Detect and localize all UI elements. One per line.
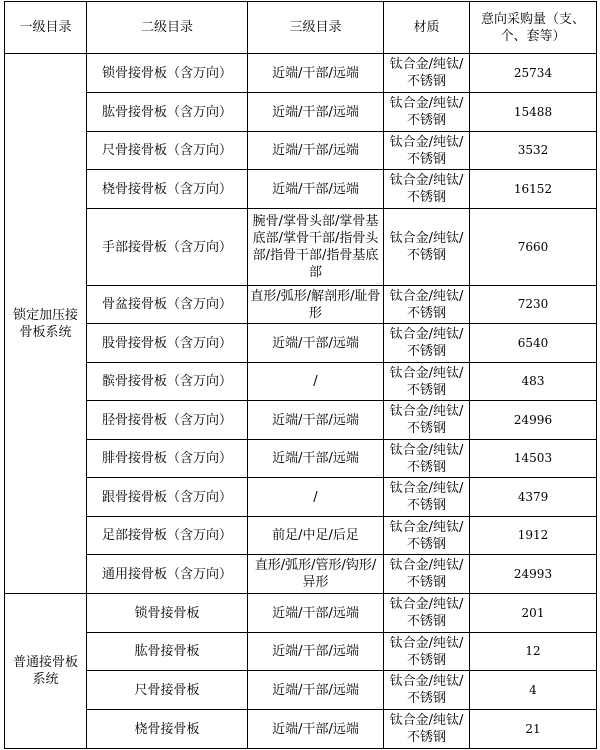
material-cell: 钛合金/纯钛/不锈钢 bbox=[384, 93, 470, 132]
level3-section: / bbox=[248, 363, 384, 401]
level2-item: 尺骨接骨板 bbox=[87, 671, 248, 710]
header-row bbox=[5, 2, 597, 54]
material-cell: 钛合金/纯钛/不锈钢 bbox=[384, 555, 470, 594]
table-row bbox=[5, 517, 597, 555]
header-level1: 一级目录 bbox=[5, 2, 87, 54]
level2-item: 桡骨接骨板 bbox=[87, 710, 248, 749]
level3-section: 近端/干部/远端 bbox=[248, 54, 384, 93]
quantity-cell: 24993 bbox=[470, 555, 597, 594]
quantity-cell: 12 bbox=[470, 633, 597, 671]
material-cell: 钛合金/纯钛/不锈钢 bbox=[384, 671, 470, 710]
table-body bbox=[5, 54, 597, 749]
level2-item: 肱骨接骨板（含万向） bbox=[87, 93, 248, 132]
material-cell: 钛合金/纯钛/不锈钢 bbox=[384, 286, 470, 324]
level2-item: 锁骨接骨板 bbox=[87, 594, 248, 633]
table-row bbox=[5, 132, 597, 170]
level2-item: 跟骨接骨板（含万向） bbox=[87, 478, 248, 517]
quantity-cell: 25734 bbox=[470, 54, 597, 93]
quantity-cell: 1912 bbox=[470, 517, 597, 555]
level3-section: 近端/干部/远端 bbox=[248, 324, 384, 363]
table-row bbox=[5, 710, 597, 749]
material-cell: 钛合金/纯钛/不锈钢 bbox=[384, 633, 470, 671]
level3-section: / bbox=[248, 478, 384, 517]
material-cell: 钛合金/纯钛/不锈钢 bbox=[384, 170, 470, 209]
level3-section: 直形/弧形/管形/钩形/异形 bbox=[248, 555, 384, 594]
level2-item: 肱骨接骨板 bbox=[87, 633, 248, 671]
material-cell: 钛合金/纯钛/不锈钢 bbox=[384, 209, 470, 286]
level2-item: 手部接骨板（含万向） bbox=[87, 209, 248, 286]
level2-item: 股骨接骨板（含万向） bbox=[87, 324, 248, 363]
material-cell: 钛合金/纯钛/不锈钢 bbox=[384, 517, 470, 555]
table-row bbox=[5, 440, 597, 478]
table-row bbox=[5, 54, 597, 93]
table-row bbox=[5, 594, 597, 633]
level3-section: 近端/干部/远端 bbox=[248, 633, 384, 671]
level3-section: 腕骨/掌骨头部/掌骨基底部/掌骨干部/指骨头部/指骨干部/指骨基底部 bbox=[248, 209, 384, 286]
header-material: 材质 bbox=[384, 2, 470, 54]
material-cell: 钛合金/纯钛/不锈钢 bbox=[384, 132, 470, 170]
quantity-cell: 6540 bbox=[470, 324, 597, 363]
quantity-cell: 14503 bbox=[470, 440, 597, 478]
material-cell: 钛合金/纯钛/不锈钢 bbox=[384, 440, 470, 478]
level3-section: 近端/干部/远端 bbox=[248, 170, 384, 209]
level1-category: 锁定加压接骨板系统 bbox=[5, 54, 87, 594]
level2-item: 桡骨接骨板（含万向） bbox=[87, 170, 248, 209]
table-row bbox=[5, 286, 597, 324]
level2-item: 骨盆接骨板（含万向） bbox=[87, 286, 248, 324]
material-cell: 钛合金/纯钛/不锈钢 bbox=[384, 324, 470, 363]
table-row bbox=[5, 671, 597, 710]
table-row bbox=[5, 555, 597, 594]
quantity-cell: 24996 bbox=[470, 401, 597, 440]
level2-item: 髌骨接骨板（含万向） bbox=[87, 363, 248, 401]
material-cell: 钛合金/纯钛/不锈钢 bbox=[384, 363, 470, 401]
material-cell: 钛合金/纯钛/不锈钢 bbox=[384, 401, 470, 440]
level3-section: 近端/干部/远端 bbox=[248, 594, 384, 633]
table-row bbox=[5, 209, 597, 286]
table-row bbox=[5, 324, 597, 363]
material-cell: 钛合金/纯钛/不锈钢 bbox=[384, 478, 470, 517]
header-level3: 三级目录 bbox=[248, 2, 384, 54]
level2-item: 足部接骨板（含万向） bbox=[87, 517, 248, 555]
quantity-cell: 15488 bbox=[470, 93, 597, 132]
quantity-cell: 201 bbox=[470, 594, 597, 633]
material-cell: 钛合金/纯钛/不锈钢 bbox=[384, 594, 470, 633]
table-row bbox=[5, 93, 597, 132]
quantity-cell: 4379 bbox=[470, 478, 597, 517]
quantity-cell: 3532 bbox=[470, 132, 597, 170]
table-row bbox=[5, 478, 597, 517]
level3-section: 近端/干部/远端 bbox=[248, 671, 384, 710]
level3-section: 近端/干部/远端 bbox=[248, 401, 384, 440]
level3-section: 直形/弧形/解剖形/耻骨形 bbox=[248, 286, 384, 324]
table-row bbox=[5, 170, 597, 209]
level3-section: 近端/干部/远端 bbox=[248, 440, 384, 478]
quantity-cell: 483 bbox=[470, 363, 597, 401]
material-cell: 钛合金/纯钛/不锈钢 bbox=[384, 710, 470, 749]
quantity-cell: 7230 bbox=[470, 286, 597, 324]
quantity-cell: 21 bbox=[470, 710, 597, 749]
header-quantity: 意向采购量（支、个、套等） bbox=[470, 2, 597, 54]
level2-item: 胫骨接骨板（含万向） bbox=[87, 401, 248, 440]
level2-item: 尺骨接骨板（含万向） bbox=[87, 132, 248, 170]
table-row bbox=[5, 363, 597, 401]
level1-category: 普通接骨板系统 bbox=[5, 594, 87, 749]
header-level2: 二级目录 bbox=[87, 2, 248, 54]
level2-item: 腓骨接骨板（含万向） bbox=[87, 440, 248, 478]
procurement-table bbox=[4, 1, 597, 749]
level3-section: 近端/干部/远端 bbox=[248, 710, 384, 749]
level3-section: 近端/干部/远端 bbox=[248, 132, 384, 170]
level3-section: 近端/干部/远端 bbox=[248, 93, 384, 132]
level2-item: 锁骨接骨板（含万向） bbox=[87, 54, 248, 93]
quantity-cell: 16152 bbox=[470, 170, 597, 209]
quantity-cell: 4 bbox=[470, 671, 597, 710]
table-row bbox=[5, 633, 597, 671]
table-row bbox=[5, 401, 597, 440]
level3-section: 前足/中足/后足 bbox=[248, 517, 384, 555]
level2-item: 通用接骨板（含万向） bbox=[87, 555, 248, 594]
material-cell: 钛合金/纯钛/不锈钢 bbox=[384, 54, 470, 93]
quantity-cell: 7660 bbox=[470, 209, 597, 286]
